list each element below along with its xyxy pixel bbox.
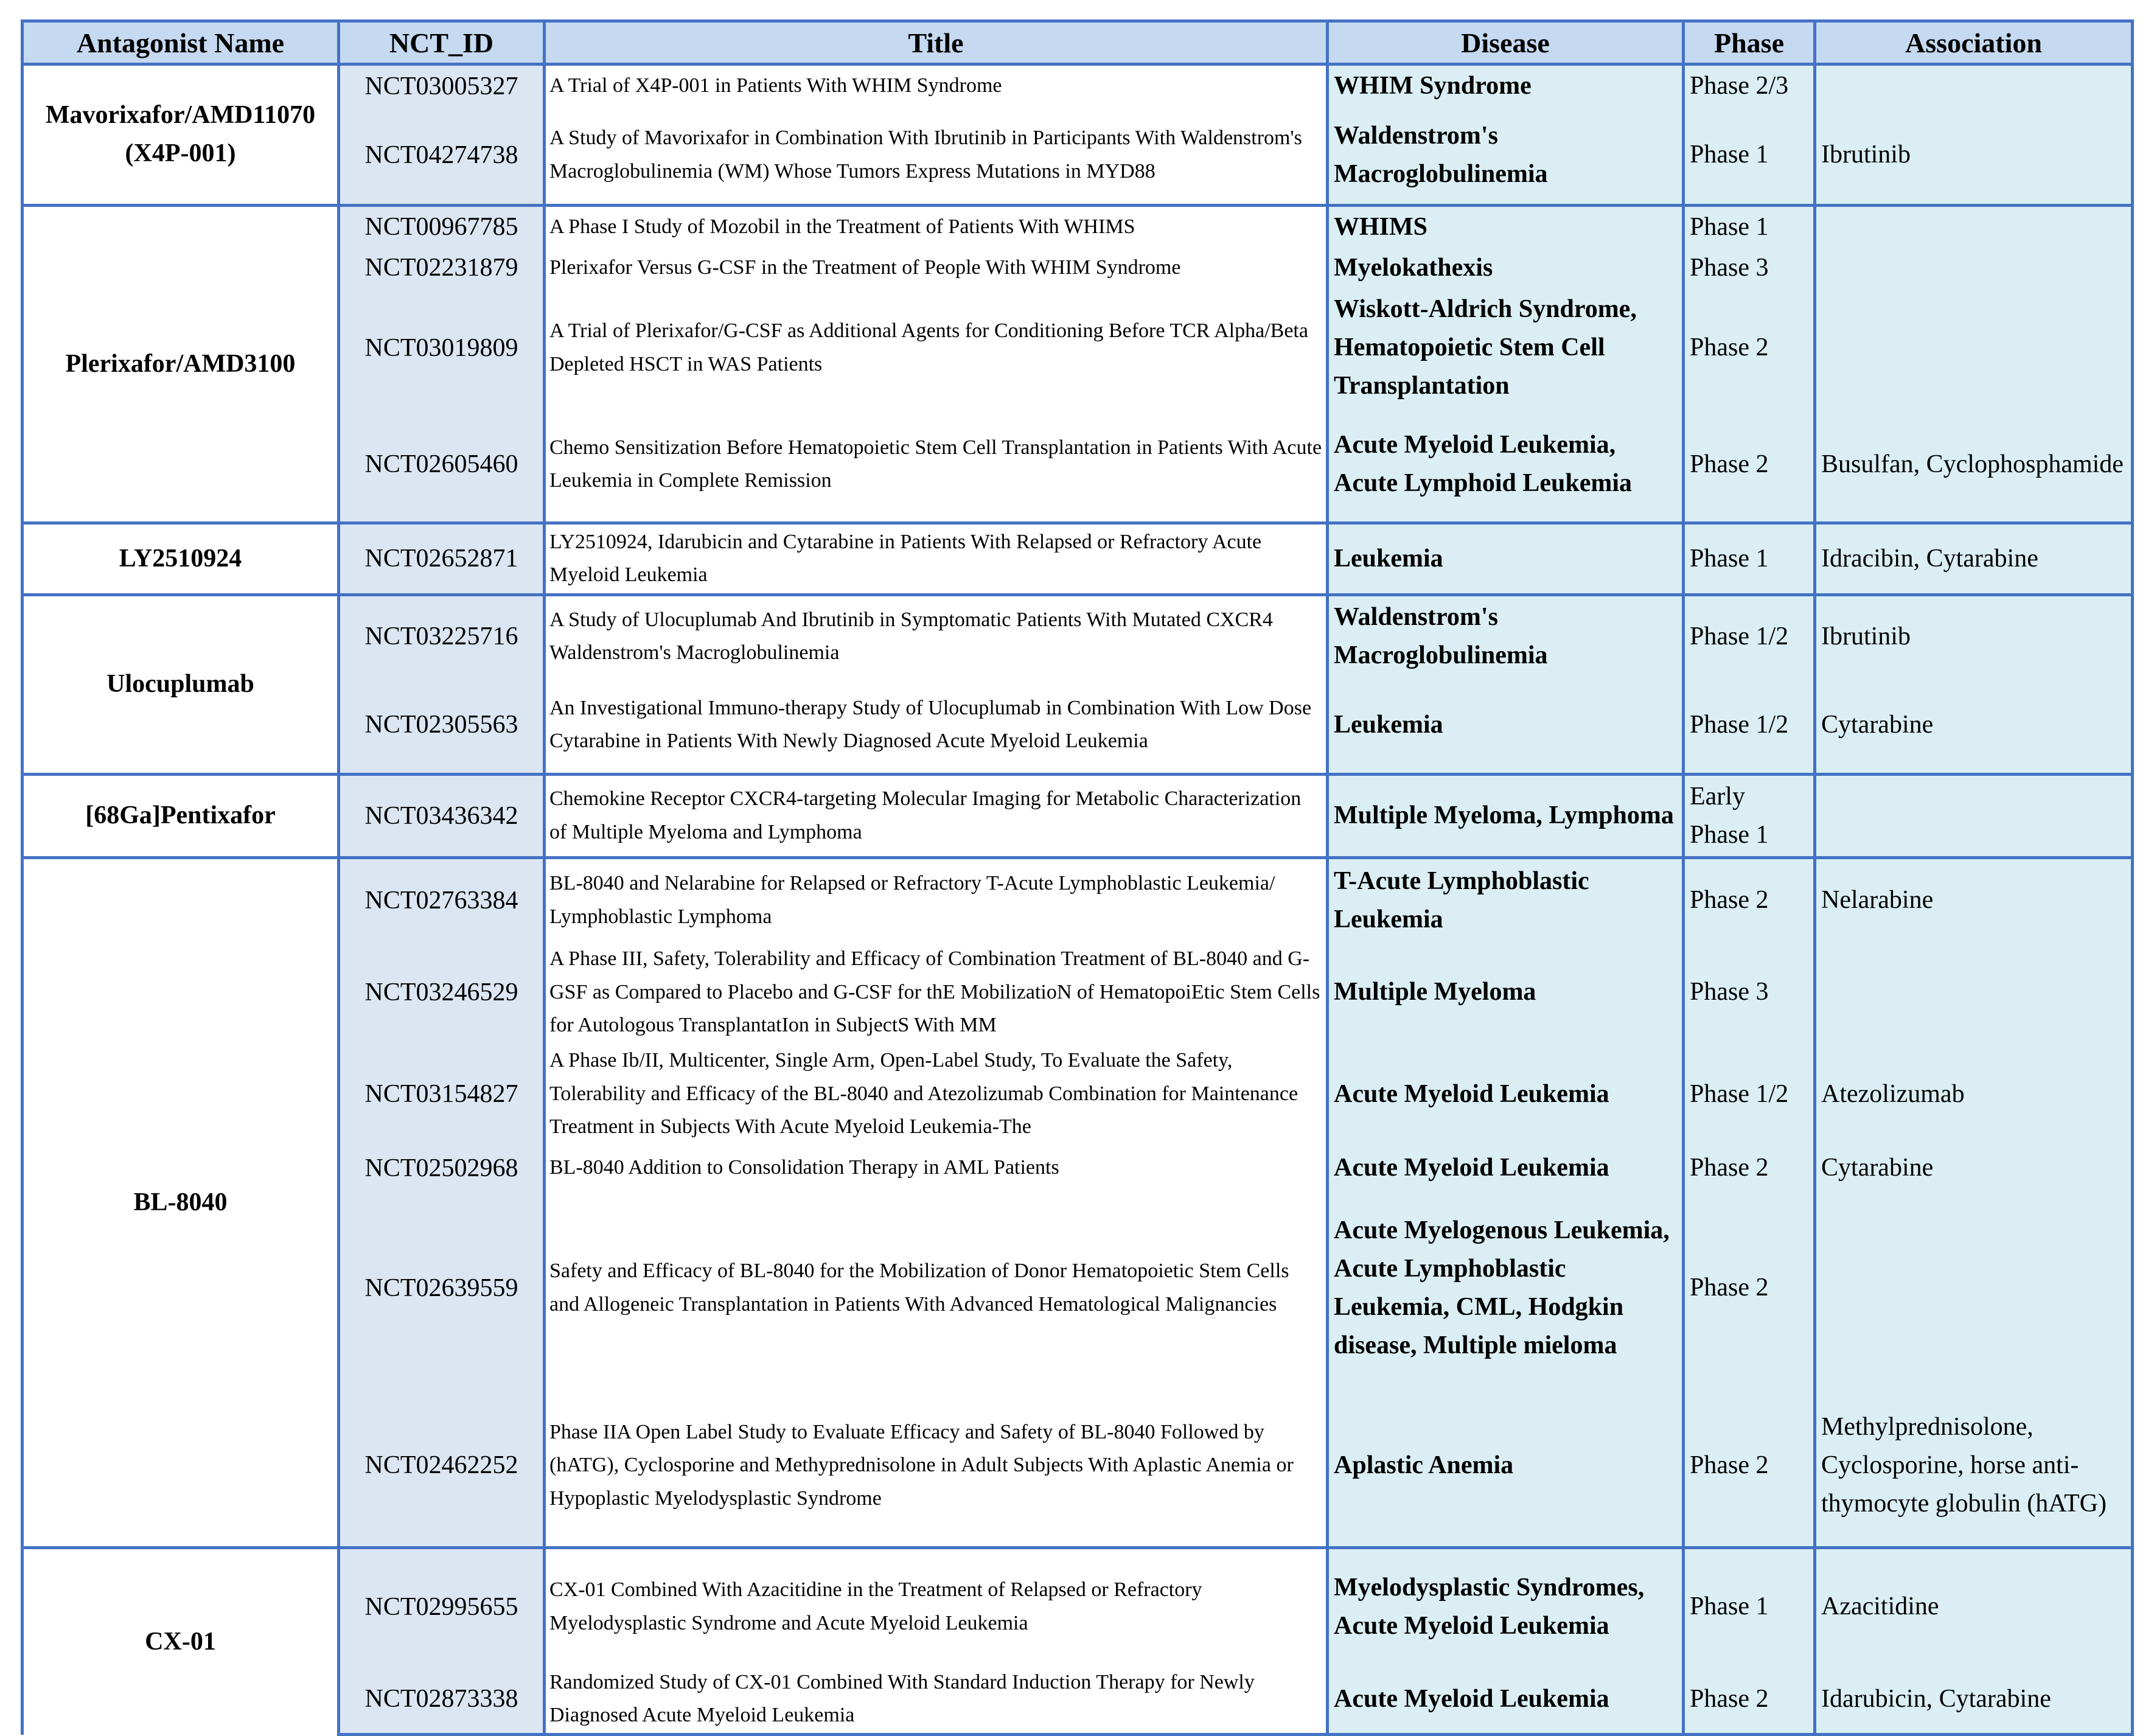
trial-title: Chemo Sensitization Before Hematopoietic Stem Cell Transplantation in Patients With Acute Leukemia in Complete Remission [545, 408, 1328, 523]
nct-id: NCT02502968 [339, 1145, 545, 1191]
nct-id: NCT03225716 [339, 594, 545, 677]
disease: Wiskott-Aldrich Syndrome, Hematopoietic Stem Cell Transplantation [1328, 288, 1684, 408]
trial-title: BL-8040 Addition to Consolidation Therapy in AML Patients [545, 1145, 1328, 1191]
clinical-trials-table [21, 19, 2134, 1736]
association: Ibrutinib [1815, 594, 2133, 677]
nct-id: NCT03154827 [339, 1043, 545, 1145]
header-row [23, 21, 2133, 64]
header-nct-id: NCT_ID [339, 21, 545, 64]
disease: Acute Myeloid Leukemia [1328, 1043, 1684, 1145]
phase: Phase 1 [1684, 106, 1815, 205]
trial-title: Randomized Study of CX-01 Combined With Standard Induction Therapy for Newly Diagnosed Acute Myeloid Leukemia [545, 1665, 1328, 1735]
nct-id: NCT02639559 [339, 1191, 545, 1385]
trial-title: A Study of Ulocuplumab And Ibrutinib in Symptomatic Patients With Mutated CXCR4 Waldenstrom's Macroglobulinemia [545, 594, 1328, 677]
trial-title: Chemokine Receptor CXCR4-targeting Molecular Imaging for Metabolic Characterization of Multiple Myeloma and Lymphoma [545, 774, 1328, 857]
header-association: Association [1815, 21, 2133, 64]
phase: Phase 3 [1684, 941, 1815, 1043]
association: Cytarabine [1815, 1145, 2133, 1191]
association: Atezolizumab [1815, 1043, 2133, 1145]
phase: Phase 2 [1684, 1385, 1815, 1548]
trial-title: Phase IIA Open Label Study to Evaluate Efficacy and Safety of BL-8040 Followed by (hATG), Cyclosporine and Methyprednisolone in Adult Subjects With Aplastic Anemia or Hypoplastic Myelodysplastic Syndrome [545, 1385, 1328, 1548]
association [1815, 774, 2133, 857]
trial-title: BL-8040 and Nelarabine for Relapsed or Refractory T-Acute Lymphoblastic Leukemia/ Lymphoblastic Lymphoma [545, 857, 1328, 941]
association: Ibrutinib [1815, 106, 2133, 205]
disease: Acute Myeloid Leukemia, Acute Lymphoid Leukemia [1328, 408, 1684, 523]
association [1815, 941, 2133, 1043]
disease: Myelodysplastic Syndromes, Acute Myeloid Leukemia [1328, 1548, 1684, 1665]
trial-title: A Trial of X4P-001 in Patients With WHIM Syndrome [545, 64, 1328, 107]
table-row [23, 941, 2133, 1043]
nct-id: NCT02462252 [339, 1385, 545, 1548]
disease: Aplastic Anemia [1328, 1385, 1684, 1548]
table-row [23, 594, 2133, 677]
trial-title: A Phase Ib/II, Multicenter, Single Arm, Open-Label Study, To Evaluate the Safety, Tolerability and Efficacy of the BL-8040 and Atezolizumab Combination for Maintenance Treatment in Subjects With Acute Myeloid Leukemia-The [545, 1043, 1328, 1145]
association: Methylprednisolone, Cyclosporine, horse anti-thymocyte globulin (hATG) [1815, 1385, 2133, 1548]
antagonist-name: Mavorixafor/AMD11070 (X4P-001) [23, 64, 339, 206]
trial-title: A Phase I Study of Mozobil in the Treatment of Patients With WHIMS [545, 205, 1328, 248]
phase: Phase 1 [1684, 523, 1815, 595]
disease: Acute Myeloid Leukemia [1328, 1145, 1684, 1191]
header-antagonist-name: Antagonist Name [23, 21, 339, 64]
disease: Leukemia [1328, 677, 1684, 774]
phase: Phase 1/2 [1684, 594, 1815, 677]
phase: Phase 2/3 [1684, 64, 1815, 107]
trial-title: Plerixafor Versus G-CSF in the Treatment of People With WHIM Syndrome [545, 248, 1328, 288]
phase: Phase 1/2 [1684, 1043, 1815, 1145]
table-row [23, 106, 2133, 205]
table-row [23, 248, 2133, 288]
trial-title: A Trial of Plerixafor/G-CSF as Additional Agents for Conditioning Before TCR Alpha/Beta Depleted HSCT in WAS Patients [545, 288, 1328, 408]
phase: Phase 2 [1684, 857, 1815, 941]
table-row [23, 857, 2133, 941]
nct-id: NCT02995655 [339, 1548, 545, 1665]
nct-id: NCT02763384 [339, 857, 545, 941]
association: Cytarabine [1815, 677, 2133, 774]
disease: Multiple Myeloma, Lymphoma [1328, 774, 1684, 857]
disease: Acute Myelogenous Leukemia, Acute Lymphoblastic Leukemia, CML, Hodgkin disease, Multiple mieloma [1328, 1191, 1684, 1385]
nct-id: NCT02652871 [339, 523, 545, 595]
trial-title: CX-01 Combined With Azacitidine in the Treatment of Relapsed or Refractory Myelodysplastic Syndrome and Acute Myeloid Leukemia [545, 1548, 1328, 1665]
table-row [23, 677, 2133, 774]
trial-title: LY2510924, Idarubicin and Cytarabine in Patients With Relapsed or Refractory Acute Myeloid Leukemia [545, 523, 1328, 595]
nct-id: NCT00967785 [339, 205, 545, 248]
table-row [23, 1548, 2133, 1665]
trial-title: Safety and Efficacy of BL-8040 for the Mobilization of Donor Hematopoietic Stem Cells and Allogeneic Transplantation in Patients With Advanced Hematological Malignancies [545, 1191, 1328, 1385]
phase: Phase 2 [1684, 408, 1815, 523]
nct-id: NCT04274738 [339, 106, 545, 205]
table-row [23, 288, 2133, 408]
phase: Phase 1 [1684, 205, 1815, 248]
nct-id: NCT03246529 [339, 941, 545, 1043]
antagonist-name: BL-8040 [23, 857, 339, 1547]
nct-id: NCT02873338 [339, 1665, 545, 1735]
nct-id: NCT02605460 [339, 408, 545, 523]
table-row [23, 1191, 2133, 1385]
antagonist-name: Ulocuplumab [23, 594, 339, 774]
association: Busulfan, Cyclophosphamide [1815, 408, 2133, 523]
disease: Acute Myeloid Leukemia [1328, 1665, 1684, 1735]
association [1815, 248, 2133, 288]
phase: Phase 2 [1684, 1145, 1815, 1191]
table-row [23, 1145, 2133, 1191]
table-row [23, 1665, 2133, 1735]
document-page [21, 19, 2131, 1736]
disease: WHIM Syndrome [1328, 64, 1684, 107]
disease: T-Acute Lymphoblastic Leukemia [1328, 857, 1684, 941]
disease: Waldenstrom's Macroglobulinemia [1328, 594, 1684, 677]
header-title: Title [545, 21, 1328, 64]
disease: Waldenstrom's Macroglobulinemia [1328, 106, 1684, 205]
disease: Leukemia [1328, 523, 1684, 595]
table-row [23, 774, 2133, 857]
nct-id: NCT03005327 [339, 64, 545, 107]
phase: Phase 3 [1684, 248, 1815, 288]
trial-title: A Phase III, Safety, Tolerability and Efficacy of Combination Treatment of BL-8040 and G-GSF as Compared to Placebo and G-CSF for thE MobilizatioN of HematopoiEtic Stem Cells for Autologous TransplantatIon in SubjectS With MM [545, 941, 1328, 1043]
phase: Phase 1/2 [1684, 677, 1815, 774]
antagonist-name: Plerixafor/AMD3100 [23, 205, 339, 523]
association: Azacitidine [1815, 1548, 2133, 1665]
phase: Phase 2 [1684, 1665, 1815, 1735]
association: Idarubicin, Cytarabine [1815, 1665, 2133, 1735]
association [1815, 205, 2133, 248]
header-disease: Disease [1328, 21, 1684, 64]
antagonist-name: CX-01 [23, 1548, 339, 1735]
association [1815, 1191, 2133, 1385]
phase: Phase 1 [1684, 1548, 1815, 1665]
table-row [23, 1385, 2133, 1548]
disease: WHIMS [1328, 205, 1684, 248]
association: Idracibin, Cytarabine [1815, 523, 2133, 595]
antagonist-name: [68Ga]Pentixafor [23, 774, 339, 857]
phase: Early Phase 1 [1684, 774, 1815, 857]
nct-id: NCT02231879 [339, 248, 545, 288]
nct-id: NCT03436342 [339, 774, 545, 857]
table-row [23, 205, 2133, 248]
disease: Myelokathexis [1328, 248, 1684, 288]
association: Nelarabine [1815, 857, 2133, 941]
table-row [23, 523, 2133, 595]
trial-title: A Study of Mavorixafor in Combination With Ibrutinib in Participants With Waldenstrom's Macroglobulinemia (WM) Whose Tumors Express Mutations in MYD88 [545, 106, 1328, 205]
header-phase: Phase [1684, 21, 1815, 64]
phase: Phase 2 [1684, 1191, 1815, 1385]
association [1815, 288, 2133, 408]
table-row [23, 64, 2133, 107]
table-row [23, 1043, 2133, 1145]
antagonist-name: LY2510924 [23, 523, 339, 595]
nct-id: NCT03019809 [339, 288, 545, 408]
trial-title: An Investigational Immuno-therapy Study of Ulocuplumab in Combination With Low Dose Cytarabine in Patients With Newly Diagnosed Acute Myeloid Leukemia [545, 677, 1328, 774]
table-row [23, 408, 2133, 523]
phase: Phase 2 [1684, 288, 1815, 408]
disease: Multiple Myeloma [1328, 941, 1684, 1043]
association [1815, 64, 2133, 107]
nct-id: NCT02305563 [339, 677, 545, 774]
